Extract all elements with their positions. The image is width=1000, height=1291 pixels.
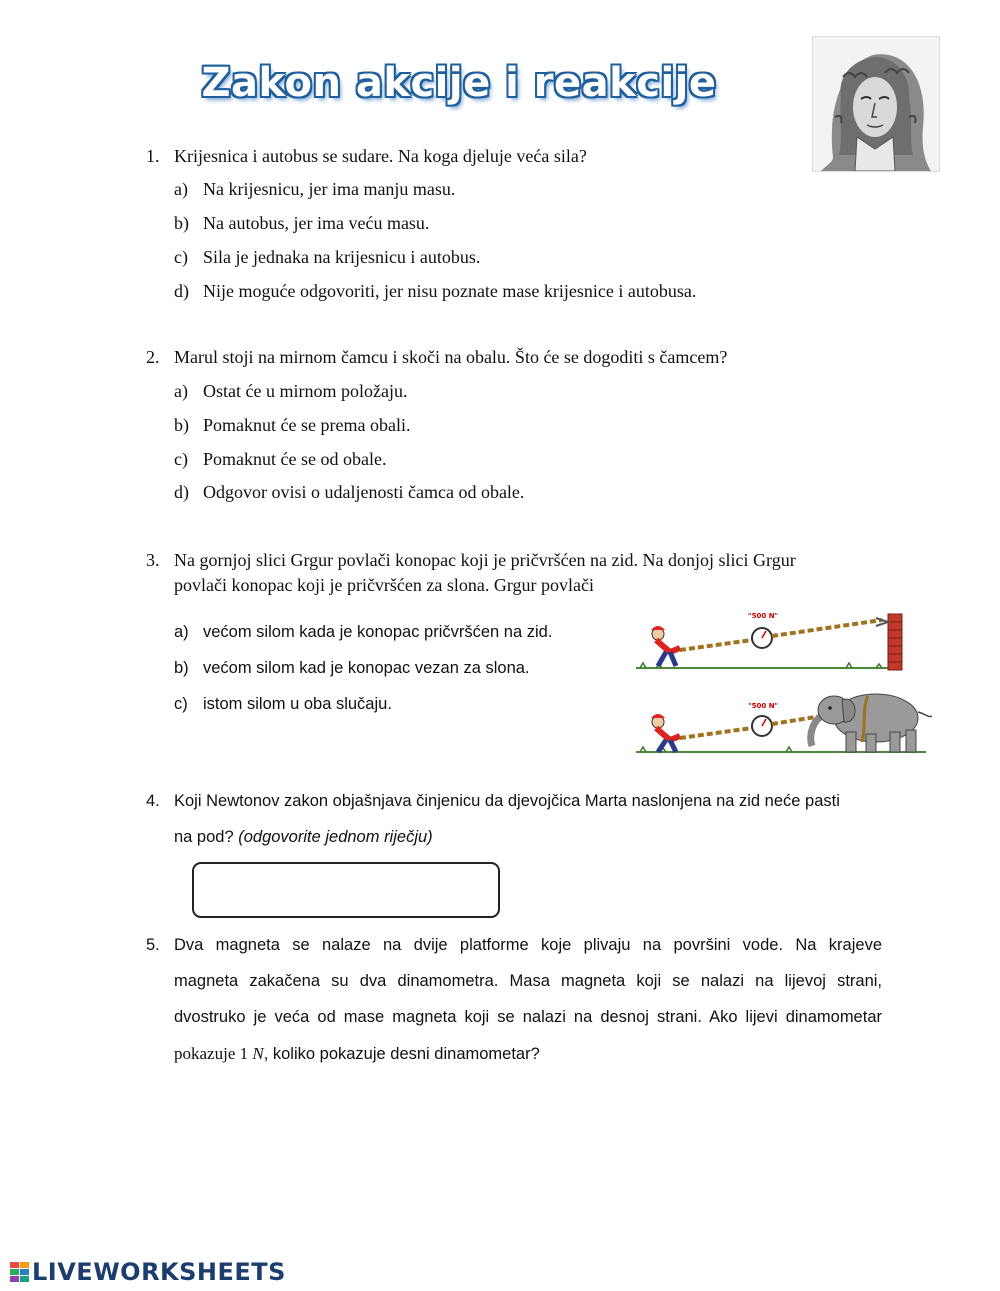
gauge-label-elephant: "500 N" [748, 702, 779, 710]
question-2-number: 2. [146, 347, 160, 367]
q1-option-c-letter: c) [174, 247, 188, 267]
question-3-line-2: povlači konopac koji je pričvršćen za slona. Grgur povlači [174, 575, 595, 595]
q2-option-d-letter: d) [174, 482, 189, 502]
footer-brand[interactable]: LIVEWORKSHEETS [32, 1258, 286, 1286]
answer-input-box[interactable] [192, 862, 500, 918]
gauge-label-wall: "500 N" [748, 612, 779, 620]
page-title: Zakon akcije i reakcije [201, 60, 717, 106]
q2-option-b[interactable]: Pomaknut će se prema obali. [203, 415, 411, 435]
question-4-line-2 [174, 828, 433, 847]
q2-option-a-letter: a) [174, 381, 188, 401]
q3-option-b[interactable]: većom silom kad je konopac vezan za slona. [203, 659, 530, 677]
q1-option-d-letter: d) [174, 281, 189, 301]
q3-option-a[interactable]: većom silom kada je konopac pričvršćen na zid. [203, 623, 553, 641]
question-4-hint: (odgovorite jednom riječju) [238, 828, 433, 846]
question-5-line-3: dvostruko je veća od mase magneta koji se nalazi na desnoj strani. Ako lijevi dinamometar [174, 1008, 882, 1026]
question-4-line-2-text: na pod? [174, 828, 239, 846]
question-5-line-4-end: , koliko pokazuje desni dinamometar? [263, 1045, 540, 1063]
q2-option-c-letter: c) [174, 449, 188, 469]
question-5-line-1: Dva magneta se nalaze na dvije platforme koje plivaju na površini vode. Na krajeve [174, 936, 882, 954]
question-4-number: 4. [146, 792, 160, 810]
q3-option-c-letter: c) [174, 695, 188, 713]
newton-portrait [812, 36, 940, 172]
q1-option-a-letter: a) [174, 179, 188, 199]
q1-option-a[interactable]: Na krijesnicu, jer ima manju masu. [203, 179, 456, 199]
question-5-unit: N [252, 1044, 264, 1063]
question-1-text: Krijesnica i autobus se sudare. Na koga djeluje veća sila? [174, 146, 587, 166]
q2-option-b-letter: b) [174, 415, 189, 435]
tug-elephant-illustration [636, 688, 936, 758]
question-4-line-1: Koji Newtonov zakon objašnjava činjenicu da djevojčica Marta naslonjena na zid neće pasti [174, 792, 840, 810]
question-5-line-4-start: pokazuje 1 [174, 1044, 253, 1063]
q1-option-b-letter: b) [174, 213, 189, 233]
question-3-number: 3. [146, 550, 160, 570]
q1-option-d[interactable]: Nije moguće odgovoriti, jer nisu poznate mase krijesnice i autobusa. [203, 281, 697, 301]
q2-option-d[interactable]: Odgovor ovisi o udaljenosti čamca od obale. [203, 482, 525, 502]
question-2-text: Marul stoji na mirnom čamcu i skoči na obalu. Što će se dogoditi s čamcem? [174, 347, 728, 367]
q1-option-b[interactable]: Na autobus, jer ima veću masu. [203, 213, 430, 233]
liveworksheets-logo-icon [10, 1262, 30, 1284]
question-3-line-1: Na gornjoj slici Grgur povlači konopac koji je pričvršćen na zid. Na donjoj slici Grgur [174, 550, 796, 570]
q3-option-b-letter: b) [174, 659, 189, 677]
question-1-number: 1. [146, 146, 160, 166]
q3-option-a-letter: a) [174, 623, 189, 641]
q1-option-c[interactable]: Sila je jednaka na krijesnicu i autobus. [203, 247, 481, 267]
q2-option-a[interactable]: Ostat će u mirnom položaju. [203, 381, 408, 401]
question-5-number: 5. [146, 936, 160, 954]
question-5-line-2: magneta zakačena su dva dinamometra. Masa magneta koji se nalazi na lijevoj strani, [174, 972, 882, 990]
q2-option-c[interactable]: Pomaknut će se od obale. [203, 449, 387, 469]
question-5-line-4 [174, 1044, 540, 1064]
tug-wall-illustration [636, 610, 906, 674]
q3-option-c[interactable]: istom silom u oba slučaju. [203, 695, 392, 713]
